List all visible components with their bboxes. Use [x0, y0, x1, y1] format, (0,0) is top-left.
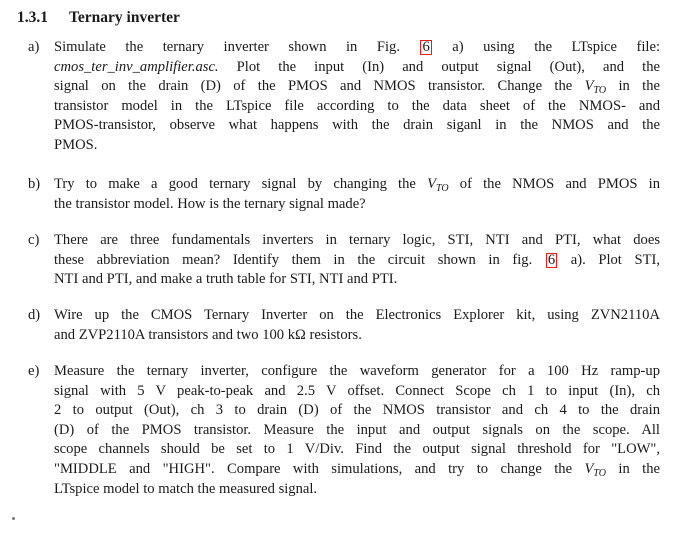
text-line: and ZVP2110A transistors and two 100 kΩ resistors.	[54, 326, 362, 343]
item-label: d)	[28, 307, 41, 323]
vto-symbol: $V_{TO}$	[584, 78, 607, 97]
vto-symbol: $V_{TO}$	[584, 460, 606, 479]
item-label: c)	[28, 232, 40, 248]
section-number: 1.3.1	[17, 9, 48, 26]
text-line: cmos_ter_inv_amplifier.asc. Plot the input (In) and output signal (Out), and the	[54, 58, 660, 75]
item-label: a)	[28, 39, 40, 55]
item-text	[54, 38, 660, 156]
figure-reference-link[interactable]: 6	[547, 251, 556, 268]
text-line: Measure the ternary inverter, configure the waveform generator for a 100 Hz ramp-up	[54, 363, 660, 379]
text-line: Try to make a good ternary signal by changing the $V_{TO}$ of the NMOS and PMOS in	[54, 176, 661, 194]
figure-reference-link[interactable]: 6	[422, 39, 430, 55]
text-line: the transistor model. How is the ternary signal made?	[54, 195, 366, 212]
item-text	[54, 306, 660, 345]
question-item-b	[28, 175, 660, 214]
text-line: signal on the drain (D) of the PMOS and NMOS transistor. Change the $V_{TO}$ in the	[54, 78, 661, 97]
text-line: scope channels should be set to 1 V/Div. Find the output signal threshold for "LOW",	[54, 441, 660, 458]
item-label: b)	[28, 176, 41, 192]
vto-symbol: $V_{TO}$	[427, 176, 449, 194]
text-line: these abbreviation mean? Identify them in the circuit shown in fig. 6 a). Plot STI,	[54, 251, 660, 268]
item-text	[54, 362, 660, 499]
text-line: Wire up the CMOS Ternary Inverter on the Electronics Explorer kit, using ZVN2110A	[54, 307, 660, 323]
question-item-a	[28, 38, 660, 156]
stray-dot	[12, 517, 15, 520]
question-item-c	[28, 231, 660, 290]
filename: cmos_ter_inv_amplifier.asc.	[54, 58, 219, 75]
text-line: PMOS.	[54, 136, 98, 153]
item-text	[54, 175, 660, 214]
text-line: LTspice model to match the measured signal.	[54, 480, 318, 497]
section-title: Ternary inverter	[69, 9, 180, 26]
text-line: 2 to output (Out), ch 3 to drain (D) of the NMOS transistor and ch 4 to the drain	[54, 402, 660, 419]
item-label: e)	[28, 363, 40, 379]
text-line: Simulate the ternary inverter shown in Fig. 6 a) using the LTspice file:	[54, 39, 660, 55]
question-item-e	[28, 362, 660, 499]
text-line: signal with 5 V peak-to-peak and 2.5 V offset. Connect Scope ch 1 to input (In), ch	[54, 382, 660, 399]
text-line: (D) of the PMOS transistor. Measure the input and output signals on the scope. All	[54, 421, 660, 438]
item-text	[54, 231, 660, 290]
text-line: "MIDDLE and "HIGH". Compare with simulations, and try to change the $V_{TO}$ in the	[54, 460, 660, 479]
text-line: PMOS-transistor, observe what happens with the drain siganl in the NMOS and the	[54, 117, 660, 134]
text-line: NTI and PTI, and make a truth table for STI, NTI and PTI.	[54, 271, 398, 288]
text-line: There are three fundamentals inverters in ternary logic, STI, NTI and PTI, what does	[54, 232, 660, 248]
text-line: transistor model in the LTspice file according to the data sheet of the NMOS- and	[54, 97, 660, 114]
section-heading	[17, 9, 180, 27]
question-item-d	[28, 306, 660, 345]
